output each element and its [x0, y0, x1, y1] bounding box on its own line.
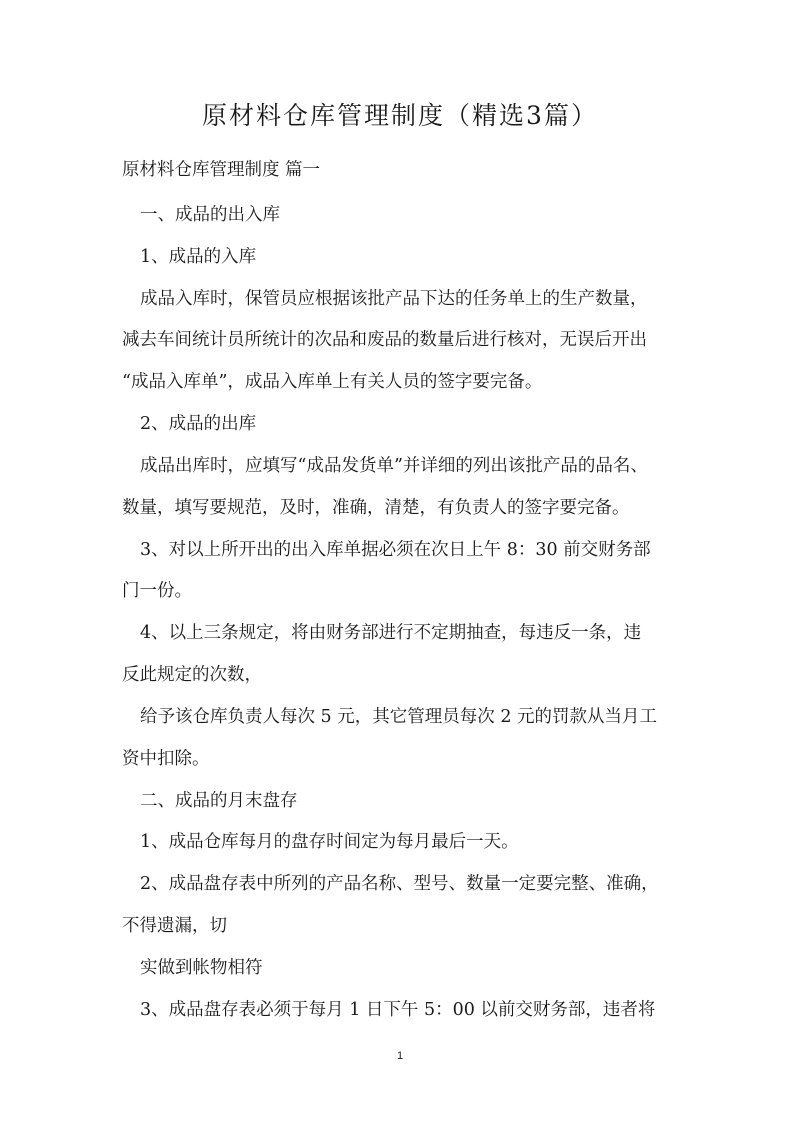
paragraph-line: 给予该仓库负责人每次 5 元，其它管理员每次 2 元的罚款从当月工: [140, 707, 658, 727]
section-heading: 原材料仓库管理制度 篇一: [122, 160, 321, 180]
item-heading: 2、成品的出库: [140, 414, 257, 434]
paragraph-line: 门一份。: [122, 581, 192, 601]
paragraph-line: 3、成品盘存表必须于每月 1 日下午 5：00 以前交财务部，违者将: [140, 1000, 656, 1020]
paragraph-line: “成品入库单”，成品入库单上有关人员的签字要完备。: [122, 372, 543, 392]
paragraph-line: 成品出库时，应填写“成品发货单”并详细的列出该批产品的品名、: [140, 456, 648, 476]
paragraph-line: 不得遗漏，切: [122, 916, 227, 936]
item-heading: 1、成品的入库: [140, 247, 257, 267]
paragraph-line: 3、对以上所开出的出入库单据必须在次日上午 8：30 前交财务部: [140, 540, 651, 560]
subsection-heading: 二、成品的月末盘存: [140, 791, 298, 811]
paragraph-line: 反此规定的次数，: [122, 665, 262, 685]
paragraph-line: 4、以上三条规定，将由财务部进行不定期抽查，每违反一条，违: [140, 623, 642, 643]
paragraph-line: 实做到帐物相符: [140, 958, 263, 978]
paragraph-line: 2、成品盘存表中所列的产品名称、型号、数量一定要完整、准确，: [140, 874, 659, 894]
paragraph-line: 成品入库时，保管员应根据该批产品下达的任务单上的生产数量，: [140, 289, 648, 309]
paragraph-line: 减去车间统计员所统计的次品和废品的数量后进行核对，无误后开出: [122, 330, 647, 350]
paragraph-line: 1、成品仓库每月的盘存时间定为每月最后一天。: [140, 832, 519, 852]
paragraph-line: 数量，填写要规范，及时，准确，清楚，有负责人的签字要完备。: [122, 498, 630, 518]
subsection-heading: 一、成品的出入库: [140, 205, 280, 225]
page-number: 1: [396, 1050, 404, 1062]
document-title: 原材料仓库管理制度（精选3篇）: [202, 101, 598, 130]
paragraph-line: 资中扣除。: [122, 749, 210, 769]
